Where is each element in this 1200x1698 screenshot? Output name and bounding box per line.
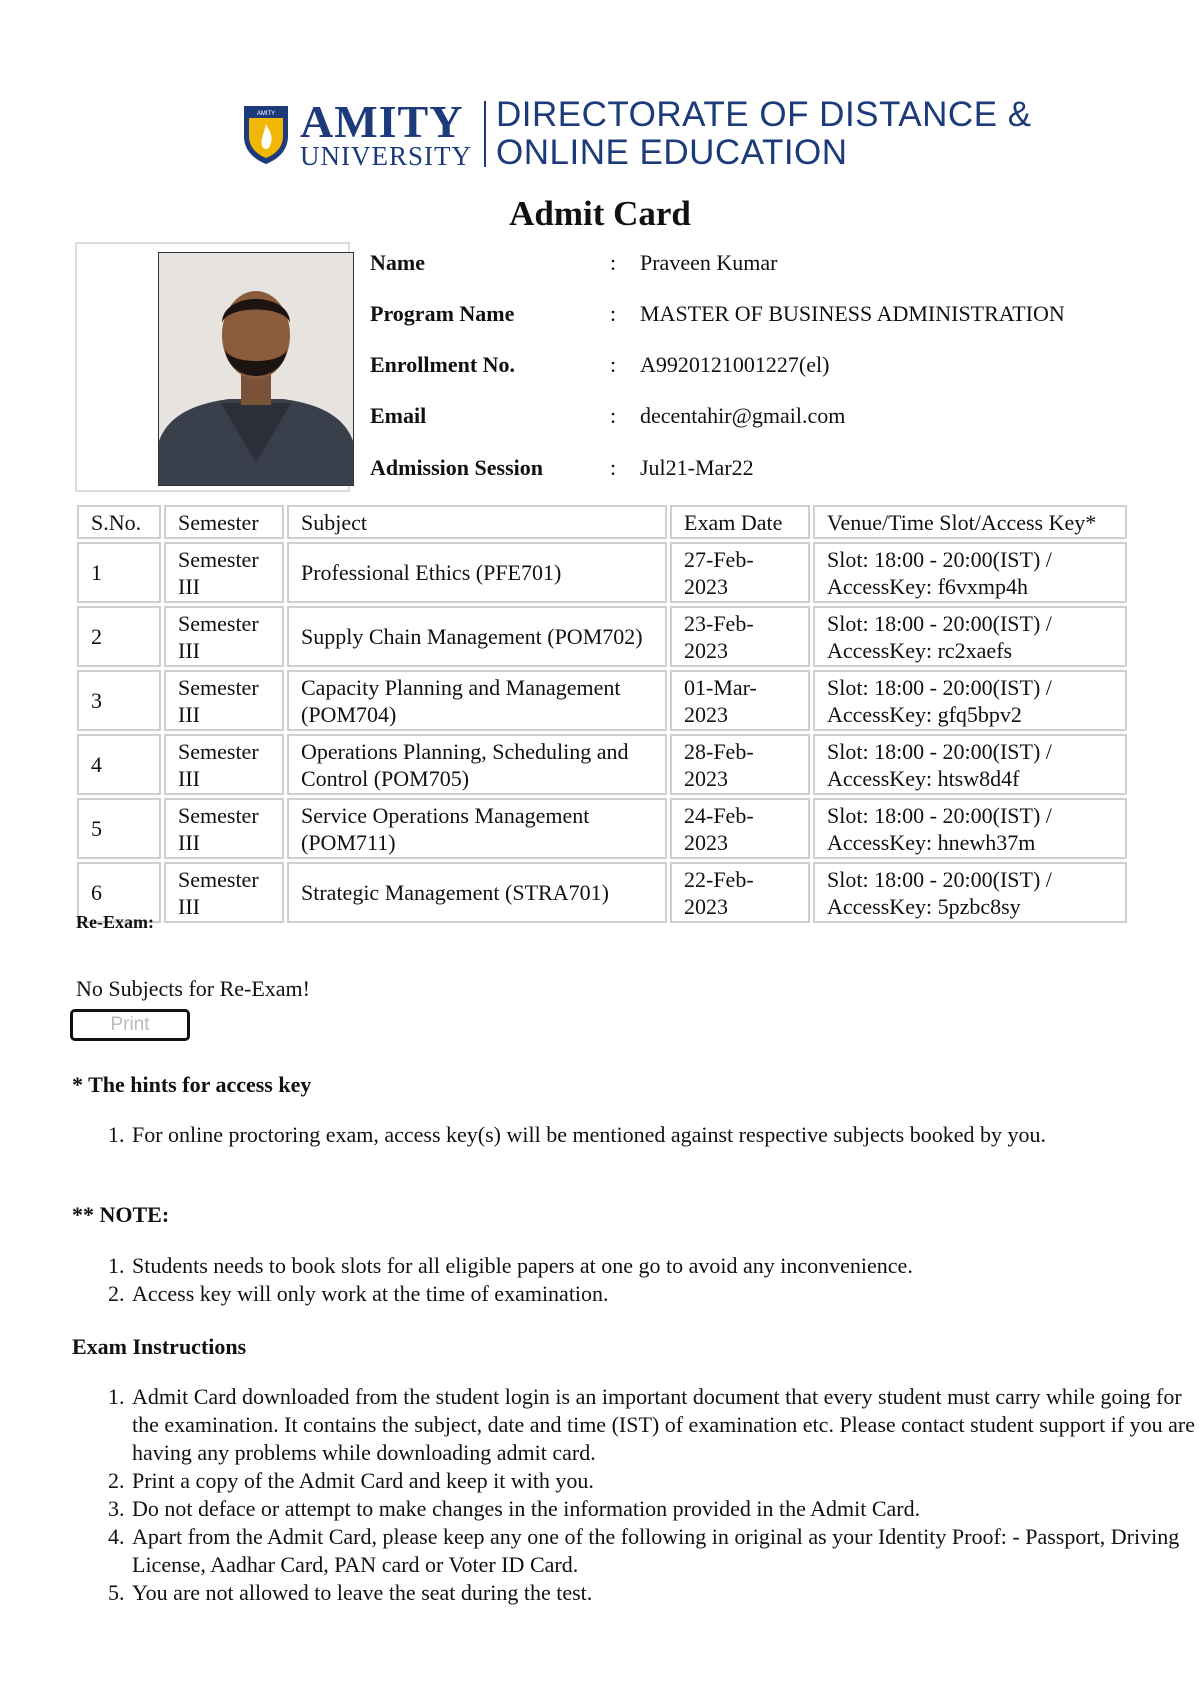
university-text: UNIVERSITY [300, 140, 472, 171]
cell-sno: 1 [77, 542, 161, 603]
cell-slot: Slot: 18:00 - 20:00(IST) / AccessKey: htsw8d4f [813, 734, 1127, 795]
directorate-name [496, 96, 1032, 172]
column-header-venue: Venue/Time Slot/Access Key* [813, 505, 1127, 539]
cell-date: 01-Mar-2023 [670, 670, 810, 731]
colon: : [610, 301, 617, 326]
cell-subject: Supply Chain Management (POM702) [287, 606, 667, 667]
list-item: 1. Students needs to book slots for all eligible papers at one go to avoid any inconvenience. [130, 1252, 1200, 1280]
directorate-line-2: ONLINE EDUCATION [496, 133, 848, 172]
amity-wordmark [300, 95, 472, 171]
cell-date: 24-Feb-2023 [670, 798, 810, 859]
cell-sno: 2 [77, 606, 161, 667]
info-row-enrollment [370, 350, 829, 380]
page-title: Admit Card [509, 194, 691, 233]
amity-shield-icon [240, 102, 292, 166]
table-header-row [77, 505, 1127, 539]
cell-sno: 6 [77, 862, 161, 923]
column-header-sno: S.No. [77, 505, 161, 539]
cell-date: 27-Feb-2023 [670, 542, 810, 603]
colon: : [610, 403, 617, 428]
cell-subject: Operations Planning, Scheduling and Control (POM705) [287, 734, 667, 795]
cell-slot: Slot: 18:00 - 20:00(IST) / AccessKey: 5pzbc8sy [813, 862, 1127, 923]
table-row [77, 606, 1127, 667]
cell-semester: Semester III [164, 734, 284, 795]
cell-subject: Strategic Management (STRA701) [287, 862, 667, 923]
cell-date: 22-Feb-2023 [670, 862, 810, 923]
reexam-label: Re-Exam: [76, 912, 154, 932]
session-label: Admission Session [370, 455, 544, 480]
name-label: Name [370, 250, 425, 275]
table-row [77, 862, 1127, 923]
hints-heading: * The hints for access key [72, 1072, 312, 1097]
logo-divider [484, 101, 486, 167]
list-item: 1. Admit Card downloaded from the student login is an important document that every student must carry while going for the examination. It contains the subject, date and time (IST) of examination etc. Please contact student support if you are having any problems while downloading admit card. [130, 1383, 1200, 1467]
column-header-exam-date: Exam Date [670, 505, 810, 539]
amity-text: AMITY [300, 95, 464, 147]
table-row [77, 734, 1127, 795]
instructions-heading: Exam Instructions [72, 1334, 247, 1359]
list-item: 2. Access key will only work at the time of examination. [130, 1280, 1200, 1308]
list-item: 4. Apart from the Admit Card, please keep any one of the following in original as your Identity Proof: - Passport, Driving License, Aadhar Card, PAN card or Voter ID Card. [130, 1523, 1200, 1579]
list-item: 3. Do not deface or attempt to make changes in the information provided in the Admit Card. [130, 1495, 1200, 1523]
table-row [77, 670, 1127, 731]
cell-subject: Service Operations Management (POM711) [287, 798, 667, 859]
table-row [77, 542, 1127, 603]
hints-list [72, 1121, 1200, 1149]
colon: : [610, 455, 617, 480]
header-logo [240, 96, 1032, 172]
cell-sno: 5 [77, 798, 161, 859]
program-label: Program Name [370, 301, 515, 326]
info-row-email [370, 401, 845, 431]
email-value: decentahir@gmail.com [640, 403, 846, 428]
student-avatar-icon [159, 253, 353, 485]
cell-date: 23-Feb-2023 [670, 606, 810, 667]
list-item: 1. For online proctoring exam, access key(s) will be mentioned against respective subjects booked by you. [130, 1121, 1200, 1149]
svg-text:AMITY: AMITY [256, 111, 276, 117]
info-row-name [370, 248, 777, 278]
colon: : [610, 352, 617, 377]
table-row [77, 798, 1127, 859]
exam-schedule-table [74, 502, 1130, 926]
cell-subject: Capacity Planning and Management (POM704) [287, 670, 667, 731]
cell-sno: 4 [77, 734, 161, 795]
student-photo [158, 252, 354, 486]
cell-slot: Slot: 18:00 - 20:00(IST) / AccessKey: hnewh37m [813, 798, 1127, 859]
print-button[interactable]: Print [70, 1009, 190, 1041]
colon: : [610, 250, 617, 275]
cell-slot: Slot: 18:00 - 20:00(IST) / AccessKey: rc2xaefs [813, 606, 1127, 667]
note-heading: ** NOTE: [72, 1202, 170, 1227]
cell-slot: Slot: 18:00 - 20:00(IST) / AccessKey: gfq5bpv2 [813, 670, 1127, 731]
info-row-session [370, 453, 754, 483]
cell-semester: Semester III [164, 670, 284, 731]
cell-sno: 3 [77, 670, 161, 731]
column-header-semester: Semester [164, 505, 284, 539]
email-label: Email [370, 403, 427, 428]
program-value: MASTER OF BUSINESS ADMINISTRATION [640, 301, 1065, 326]
cell-semester: Semester III [164, 606, 284, 667]
cell-slot: Slot: 18:00 - 20:00(IST) / AccessKey: f6vxmp4h [813, 542, 1127, 603]
cell-subject: Professional Ethics (PFE701) [287, 542, 667, 603]
session-value: Jul21-Mar22 [640, 455, 754, 480]
list-item: 5. You are not allowed to leave the seat during the test. [130, 1579, 1200, 1607]
note-list [72, 1252, 1200, 1308]
cell-semester: Semester III [164, 798, 284, 859]
info-row-program [370, 299, 1065, 329]
enrollment-label: Enrollment No. [370, 352, 516, 377]
list-item: 2. Print a copy of the Admit Card and keep it with you. [130, 1467, 1200, 1495]
column-header-subject: Subject [287, 505, 667, 539]
reexam-message: No Subjects for Re-Exam! [76, 976, 310, 1001]
directorate-line-1: DIRECTORATE OF DISTANCE & [496, 95, 1032, 134]
cell-semester: Semester III [164, 862, 284, 923]
name-value: Praveen Kumar [640, 250, 778, 275]
instructions-list [72, 1383, 1200, 1607]
enrollment-value: A9920121001227(el) [640, 352, 830, 377]
cell-date: 28-Feb-2023 [670, 734, 810, 795]
cell-semester: Semester III [164, 542, 284, 603]
